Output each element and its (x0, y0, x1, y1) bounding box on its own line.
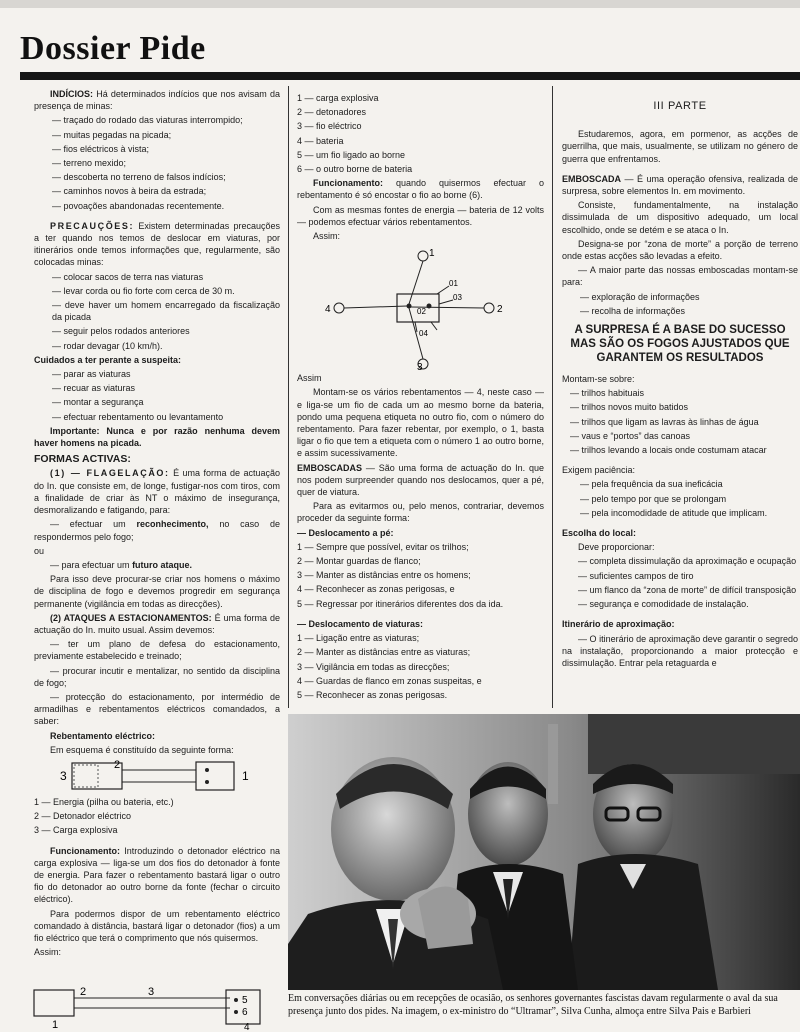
funcionamento-text: Introduzindo o detonador eléctrico na carga explosiva — liga-se um dos fios do detonador à fonte de energia. Para fazer o rebentamento bastará ligar o outro fio do detonador ao outro borne da fonte (fechar o circuito eléctrico). (34, 845, 280, 905)
flagelacao-text: É uma forma de actuação do In. que consiste em, de longe, fustigar-nos com tiros, com a finalidade de criar às NT o máximo de insegurança, desmoralizando e fatigando, para: (34, 468, 280, 516)
escolha-item: — completa dissimulação da aproximação e ocupação (578, 556, 797, 567)
scan-edge (0, 0, 800, 8)
pe-item: 5 — Regressar por itinerários diferentes dos da ida. (297, 598, 504, 609)
flag-item-1-start: — efectuar um (50, 519, 126, 530)
flag-item-2-start: — para efectuar um (50, 559, 130, 570)
itinerario-text: — O itinerário de aproximação deve garantir o segredo na instalação, proporcionando a maior protecção e dissimulação. Entrar pela retaguarda e (562, 633, 798, 668)
diagram1-label-2: 2 (114, 758, 121, 771)
precaucoes-text: Existem determinadas precauções a ter quando nos temos de deslocar em viaturas, por itinerários onde temos informações que, regularmente, são colocadas minas: (34, 220, 280, 268)
cuidados-item: — montar a segurança (52, 397, 144, 408)
diagram3-label-1: 1 (429, 248, 435, 260)
ataques-item: — protecção do estacionamento, por intermédio de armadilhas e rebentamentos eléctricos comandados, a saber: (34, 691, 280, 727)
emboscadas-text-2: Para as evitarmos ou, pelo menos, contrariar, devemos proceder da seguinte forma: (297, 501, 544, 524)
consiste-text: Consiste, fundamentalmente, na instalação dissimulada de um dispositivo adequado, um local escolhido, onde se detém e se ataca o In. (562, 200, 798, 235)
diagram3-tag-01: 01 (449, 279, 458, 289)
flag-ou: ou (34, 545, 45, 556)
ataques-item: — ter um plano de defesa do estacionamento, previamente estabelecido e treinado; (34, 639, 280, 662)
assim-label: Assim: (34, 947, 61, 958)
diagram3-label-4: 4 (325, 304, 331, 316)
flag-item-1-emph: reconhecimento, (136, 519, 209, 530)
sobre-item: — trilhos que ligam as lavras às linhas de água (570, 416, 759, 427)
diagram3-tag-03: 03 (453, 293, 462, 303)
column-3 (562, 92, 798, 671)
flag-item-1-end: no caso de respondermos pelo fogo; (34, 519, 280, 542)
itinerario-heading: Itinerário de aproximação: (562, 619, 675, 630)
viat-item: 1 — Ligação entre as viaturas; (297, 633, 420, 644)
indicios-item: — caminhos novos à beira da estrada; (52, 186, 207, 197)
indicios-item: — fios eléctricos à vista; (52, 143, 150, 154)
pe-item: 4 — Reconhecer as zonas perigosas, e (297, 584, 455, 595)
exigem-text: Exigem paciência: (562, 465, 636, 476)
title-rule (20, 72, 800, 80)
circuit-diagram-1 (34, 758, 280, 794)
pe-item: 2 — Montar guardas de flanco; (297, 556, 421, 567)
indicios-item: — muitas pegadas na picada; (52, 129, 172, 140)
sobre-item: — vaus e “portos” das canoas (570, 430, 691, 441)
assim3-label: Assim (297, 373, 322, 384)
diagram1-label-1: 1 (242, 768, 249, 783)
page-title: Dossier Pide (20, 30, 206, 67)
maior-item: — recolha de informações (580, 305, 686, 316)
rebentamento-text: Em esquema é constituído da seguinte forma: (50, 744, 234, 755)
escolha-item: — segurança e comodidade de instalação. (578, 599, 749, 610)
escolha-item: — suficientes campos de tiro (578, 570, 694, 581)
precaucoes-item: — deve haver um homem encarregado da fiscalização da picada (52, 300, 280, 323)
viat-item: 3 — Vigilância em todas as direcções; (297, 661, 450, 672)
rebentamento-heading: Rebentamento eléctrico: (50, 730, 156, 741)
exigem-item: — pela frequência da sua ineficácia (580, 479, 723, 490)
mesmas-fontes-text: Com as mesmas fontes de energia — bateria de 12 volts — podemos efectuar vários rebentamentos. (297, 204, 544, 227)
viat-item: 2 — Manter as distâncias entre as viaturas; (297, 647, 471, 658)
diagram2-label-1: 1 (52, 1019, 59, 1030)
emboscada-lead: EMBOSCADA (562, 173, 622, 184)
cuidados-item: — recuar as viaturas (52, 383, 136, 394)
column-divider-2 (552, 86, 553, 708)
indicios-text: Há determinados indícios que nos avisam da presença de minas: (34, 89, 280, 112)
precaucoes-item: — seguir pelos rodados anteriores (52, 326, 190, 337)
emboscada-text: — É uma operação ofensiva, realizada de surpresa, sobre elementos In. em movimento. (562, 173, 798, 197)
ataques-lead: (2) ATAQUES A ESTACIONAMENTOS: (50, 612, 212, 623)
diagram2-label-6: 6 (242, 1007, 248, 1018)
precaucoes-item: — levar corda ou fio forte com cerca de 30 m. (52, 285, 235, 296)
precaucoes-item: — rodar devagar (10 km/h). (52, 340, 163, 351)
photo-caption: Em conversações diárias ou em recepções de ocasião, os senhores governantes fascistas davam regularmente o aval da sua presença junto dos pides. Na imagem, o ex-ministro do “Ultramar”, Silva Cunha, almoça entre Silva Pais e Barbieri (288, 993, 778, 1017)
diagram2-label-2: 2 (80, 986, 87, 998)
legend2-item: 4 — bateria (297, 135, 344, 146)
photo-officials (288, 714, 800, 990)
precaucoes-item: — colocar sacos de terra nas viaturas (52, 271, 204, 282)
indicios-item: — traçado do rodado das viaturas interrompido; (52, 115, 243, 126)
section-headline: A SURPRESA É A BASE DO SUCESSO MAS SÃO OS FOGOS AJUSTADOS QUE GARANTEM OS RESULTADOS (570, 324, 790, 365)
indicios-item: — terreno mexido; (52, 158, 127, 169)
cuidados-heading: Cuidados a ter perante a suspeita: (34, 354, 182, 365)
diagram2-label-5: 5 (242, 995, 248, 1006)
maior-item: — exploração de informações (580, 291, 700, 302)
maior-parte-text: — A maior parte das nossas emboscadas montam-se para: (562, 265, 798, 288)
legend2-item: 6 — o outro borne de bateria (297, 164, 413, 175)
deslocamento-pe-heading: — Deslocamento a pé: (297, 527, 394, 538)
flag-item-2-emph: futuro ataque. (132, 559, 193, 570)
cuidados-item: — parar as viaturas (52, 369, 131, 380)
diagram3-tag-04: 04 (419, 329, 428, 339)
montam-text: Montam-se os vários rebentamentos — 4, neste caso — e liga-se um fio de cada um ao mesmo borne da bateria, pondo uma pequena etiqueta no outro fio, com o número do rebentamento. Para fazer rebentar, por exemplo, o 1, basta ligar o fio que tem a etiqueta com o número 1 ao outro borne, e assim sucessivamente. (297, 387, 544, 459)
viat-item: 4 — Guardas de flanco em zonas suspeitas, e (297, 675, 482, 686)
sobre-item: — trilhos habituais (570, 388, 645, 399)
ataques-item: — procurar incutir e mentalizar, no sentido da disciplina de fogo; (34, 665, 280, 688)
indicios-item: — povoações abandonadas recentemente. (52, 200, 225, 211)
diagram2-label-4: 4 (244, 1022, 250, 1030)
precaucoes-lead: PRECAUÇÕES: (50, 220, 135, 231)
part-heading: III PARTE (653, 100, 707, 112)
intro-text: Estudaremos, agora, em pormenor, as acções de guerrilha, que mais, usualmente, se utilizam no género de guerra que enfrentamos. (562, 129, 798, 164)
diagram1-label-3: 3 (60, 768, 67, 783)
legend2-item: 5 — um fio ligado ao borne (297, 149, 406, 160)
flagelacao-lead: (1) — FLAGELAÇÃO: (50, 468, 170, 479)
escolha-text: Deve proporcionar: (578, 542, 655, 553)
indicios-lead: INDÍCIOS: (50, 89, 94, 99)
legend2-item: 3 — fio eléctrico (297, 121, 362, 132)
pe-item: 1 — Sempre que possível, evitar os trilhos; (297, 541, 469, 552)
funcionamento2-lead: Funcionamento: (313, 178, 383, 189)
column-2 (297, 92, 544, 703)
legend-item: 2 — Detonador eléctrico (34, 811, 132, 822)
exigem-item: — pela incomodidade de atitude que implicam. (580, 507, 768, 518)
legend-item: 1 — Energia (pilha ou bateria, etc.) (34, 796, 174, 807)
column-1 (34, 88, 280, 960)
deslocamento-viaturas-heading: — Deslocamento de viaturas: (297, 618, 424, 629)
funcionamento-lead: Funcionamento: (50, 845, 120, 856)
emboscadas-text: — São uma forma de actuação do In. que nos podem surpreender quando nos deslocamos, quer a pé, quer de viatura. (297, 462, 544, 498)
legend2-item: 1 — carga explosiva (297, 93, 379, 103)
legend-item: 3 — Carga explosiva (34, 825, 118, 836)
formas-heading: FORMAS ACTIVAS: (34, 453, 131, 466)
cuidados-item: — efectuar rebentamento ou levantamento (52, 411, 224, 422)
diagram3-tag-02: 02 (417, 307, 426, 317)
indicios-item: — descoberta no terreno de falsos indícios; (52, 172, 226, 183)
diagram3-label-3: 3 (417, 362, 423, 373)
column-divider-1 (288, 86, 289, 708)
diagram2-label-3: 3 (148, 986, 155, 998)
escolha-heading: Escolha do local: (562, 528, 637, 539)
sobre-item: — trilhos novos muito batidos (570, 402, 689, 413)
flag-text-2: Para isso deve procurar-se criar nos homens o máximo de disciplina de fogo e devemos progredir em segurança permanente (vigilância em todas as direcções). (34, 574, 280, 609)
pe-item: 3 — Manter as distâncias entre os homens; (297, 570, 471, 581)
circuit-diagram-2 (30, 984, 270, 1030)
exigem-item: — pelo tempo por que se prolongam (580, 493, 727, 504)
funcionamento2-text: quando quisermos efectuar o rebentamento é só encostar o fio ao borne (6). (297, 178, 544, 201)
diagram3-label-2: 2 (497, 304, 503, 316)
viat-item: 5 — Reconhecer as zonas perigosas. (297, 689, 448, 700)
emboscadas-lead: EMBOSCADAS (297, 462, 363, 473)
assim2-label: Assim: (313, 231, 340, 242)
escolha-item: — um flanco da “zona de morte” de difícil transposição (578, 584, 797, 595)
importante-note: Importante: Nunca e por razão nenhuma devem haver homens na picada. (34, 425, 280, 449)
legend2-item: 2 — detonadores (297, 107, 367, 118)
ataques-text: É uma forma de actuação do In. muito usual. Assim devemos: (34, 612, 280, 635)
multi-charge-diagram (297, 244, 544, 372)
sobre-item: — trilhos levando a locais onde costumam atacar (570, 445, 767, 456)
sobre-text: Montam-se sobre: (562, 374, 635, 385)
designa-text: Designa-se por “zona de morte” a porção de terreno onde estas acções são levadas a efeito. (562, 238, 798, 262)
funcionamento-text-2: Para podermos dispor de um rebentamento eléctrico comandado à distância, bastará ligar o detonador (fios) a um fio eléctrico que terá o comprimento que nós quisermos. (34, 908, 280, 943)
